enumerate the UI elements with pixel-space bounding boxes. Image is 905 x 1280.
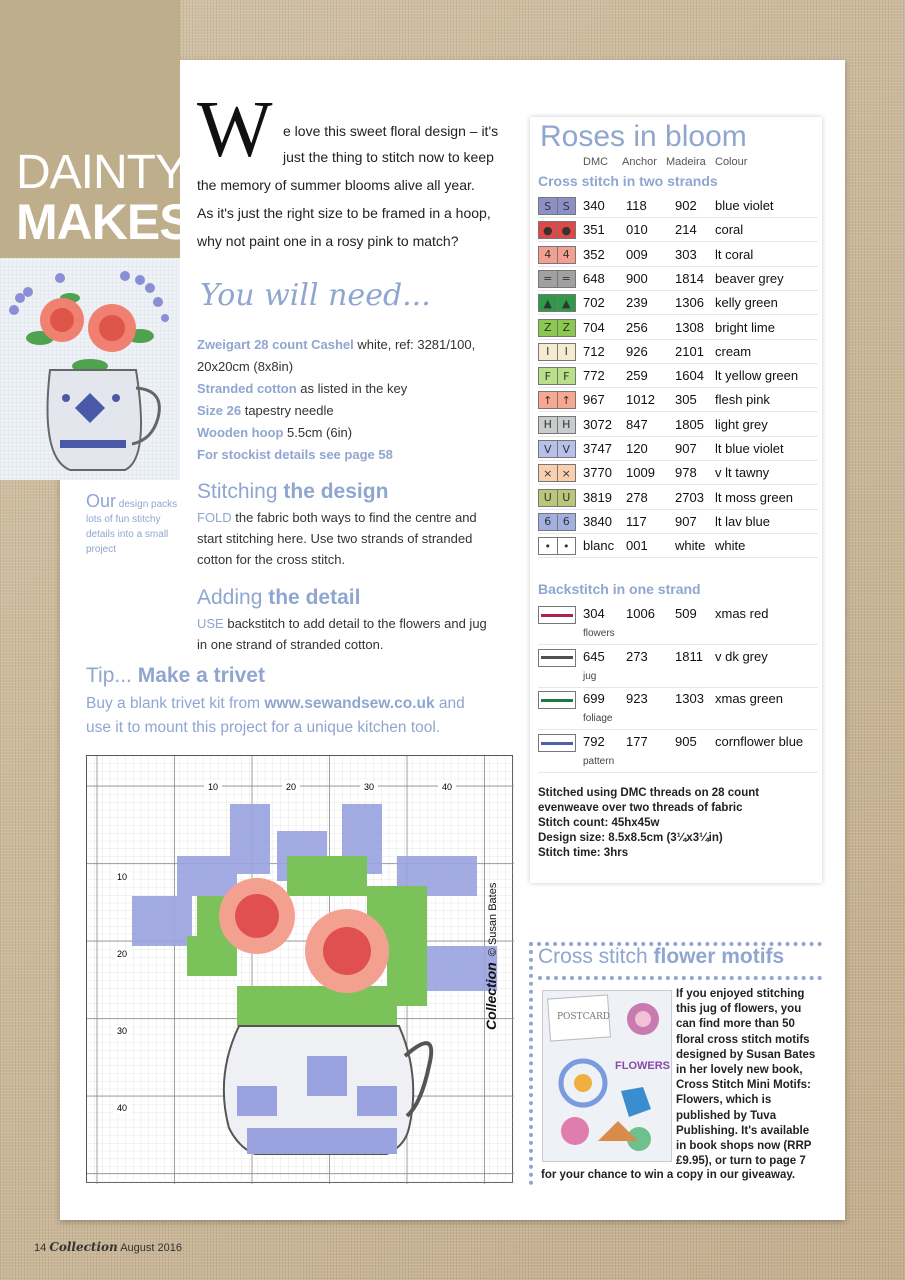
requirement-hoop: Wooden hoop 5.5cm (6in) bbox=[197, 425, 353, 440]
key-row bbox=[538, 340, 818, 364]
thread-symbol bbox=[538, 513, 576, 531]
book-postcard-text: POSTCARD bbox=[557, 1012, 610, 1022]
backstitch-row bbox=[538, 687, 818, 730]
madeira-number: 907 bbox=[675, 513, 697, 529]
colour-name: flesh pink bbox=[715, 392, 770, 408]
anchor-number: 1006 bbox=[626, 606, 655, 621]
tip-heading: Tip... Make a trivet bbox=[86, 664, 265, 687]
symbol-cell: = bbox=[539, 271, 557, 287]
intro-line-4: As it's just the right size to be framed in a hoop, bbox=[197, 205, 491, 221]
column-madeira: Madeira bbox=[666, 156, 706, 168]
motifs-divider bbox=[538, 976, 822, 980]
colour-name: lt yellow green bbox=[715, 368, 799, 384]
colour-name: xmas red bbox=[715, 606, 769, 621]
column-dmc: DMC bbox=[583, 156, 609, 168]
note-threads: Stitched using DMC threads on 28 count bbox=[538, 787, 760, 799]
colour-name: blue violet bbox=[715, 198, 774, 213]
madeira-number: 1303 bbox=[675, 691, 704, 707]
symbol-cell: ↑ bbox=[557, 392, 576, 408]
key-row bbox=[538, 534, 818, 558]
symbol-cell: U bbox=[557, 490, 576, 506]
thread-symbol bbox=[538, 440, 576, 458]
motifs-text: If you enjoyed stitching this jug of flowers, you can find more than 50 floral cross stitch motifs designed by Susan Bates in her lovely new book, Cross Stitch Mini Motifs: Flowers, which is published by Tuva Publishing. It's available in book shops now (RRP £9.95), or turn to page 7 bbox=[676, 988, 816, 1168]
madeira-number: 303 bbox=[675, 246, 697, 262]
madeira-number: 214 bbox=[675, 222, 697, 238]
colour-name: light grey bbox=[715, 416, 768, 432]
madeira-number: 2703 bbox=[675, 489, 704, 505]
note-stitch-count: Stitch count: 45hx45w bbox=[538, 817, 660, 829]
key-row bbox=[538, 243, 818, 267]
adding-text-1: USE backstitch to add detail to the flowers and jug bbox=[197, 616, 487, 631]
backstitch-swatch bbox=[538, 649, 576, 667]
chart-x-label: 30 bbox=[363, 782, 375, 792]
intro-line-5: why not paint one in a rosy pink to match? bbox=[197, 233, 459, 249]
backstitch-use: jug bbox=[583, 670, 597, 682]
anchor-number: 009 bbox=[626, 246, 648, 262]
key-row bbox=[538, 218, 818, 242]
colour-name: coral bbox=[715, 222, 744, 238]
anchor-number: 1012 bbox=[626, 392, 655, 408]
madeira-number: white bbox=[675, 538, 706, 554]
page-footer: 14 Collection August 2016 bbox=[34, 1240, 182, 1254]
key-title: Roses in bloom bbox=[540, 120, 747, 153]
symbol-cell: 4 bbox=[539, 247, 557, 263]
note-design-size: Design size: 8.5x8.5cm (3¼x3¼in) bbox=[538, 832, 723, 844]
symbol-cell: Z bbox=[539, 320, 557, 336]
thread-symbol bbox=[538, 343, 576, 361]
book-cover-image bbox=[542, 990, 672, 1162]
intro-line-1: e love this sweet floral design – it's bbox=[283, 123, 499, 139]
backstitch-swatch bbox=[538, 691, 576, 709]
madeira-number: 1814 bbox=[675, 270, 704, 286]
anchor-number: 256 bbox=[626, 319, 648, 335]
colour-name: xmas green bbox=[715, 691, 783, 707]
chart-x-label: 10 bbox=[207, 782, 219, 792]
dmc-number: blanc bbox=[583, 538, 615, 554]
requirement-fabric: Zweigart 28 count Cashel white, ref: 3281/100, bbox=[197, 337, 476, 352]
key-row bbox=[538, 194, 818, 218]
madeira-number: 907 bbox=[675, 441, 697, 456]
symbol-cell: S bbox=[557, 198, 576, 214]
column-colour: Colour bbox=[715, 156, 748, 168]
key-row bbox=[538, 437, 818, 461]
madeira-number: 1604 bbox=[675, 368, 704, 384]
dmc-number: 3770 bbox=[583, 465, 612, 481]
you-will-need-heading: You will need... bbox=[200, 278, 431, 313]
dmc-number: 712 bbox=[583, 343, 605, 359]
key-row bbox=[538, 364, 818, 388]
note-stitch-time: Stitch time: 3hrs bbox=[538, 847, 629, 859]
dmc-number: 967 bbox=[583, 392, 605, 408]
key-row bbox=[538, 291, 818, 315]
dmc-number: 702 bbox=[583, 295, 605, 311]
madeira-number: 1811 bbox=[675, 648, 703, 664]
dmc-number: 3072 bbox=[583, 416, 612, 432]
symbol-cell: 4 bbox=[557, 247, 576, 263]
dmc-number: 648 bbox=[583, 270, 605, 286]
colour-name: lt coral bbox=[715, 246, 754, 262]
symbol-cell: • bbox=[539, 538, 557, 554]
section-title-dainty: DAINTY bbox=[16, 146, 187, 199]
symbol-cell: V bbox=[539, 441, 557, 457]
dmc-number: 3840 bbox=[583, 513, 612, 529]
colour-name: lt lav blue bbox=[715, 513, 770, 529]
symbol-cell: × bbox=[557, 465, 576, 481]
tip-url[interactable]: www.sewandsew.co.uk bbox=[264, 695, 435, 712]
symbol-cell: 6 bbox=[557, 514, 576, 530]
requirement-fabric-size: 20x20cm (8x8in) bbox=[197, 359, 294, 374]
colour-name: v lt tawny bbox=[715, 465, 770, 481]
chart-y-label: 10 bbox=[116, 872, 128, 882]
thread-symbol bbox=[538, 246, 576, 264]
symbol-cell: 6 bbox=[539, 514, 557, 530]
thread-symbol bbox=[538, 391, 576, 409]
requirement-needle: Size 26 tapestry needle bbox=[197, 403, 334, 418]
key-row bbox=[538, 316, 818, 340]
symbol-cell: ● bbox=[557, 222, 576, 238]
anchor-number: 847 bbox=[626, 416, 648, 432]
anchor-number: 177 bbox=[626, 734, 648, 750]
symbol-cell: ↑ bbox=[539, 392, 557, 408]
symbol-cell: U bbox=[539, 490, 557, 506]
dmc-number: 3819 bbox=[583, 489, 612, 505]
dmc-number: 772 bbox=[583, 368, 605, 384]
symbol-cell: F bbox=[557, 368, 576, 384]
key-row bbox=[538, 510, 818, 534]
thread-symbol bbox=[538, 489, 576, 507]
madeira-number: 1805 bbox=[675, 416, 704, 432]
tip-body: Buy a blank trivet kit from www.sewandsew.co.uk and use it to mount this project for a unique kitchen tool. bbox=[86, 695, 465, 736]
thread-symbol bbox=[538, 367, 576, 385]
chart-y-label: 30 bbox=[116, 1026, 128, 1036]
anchor-number: 120 bbox=[626, 441, 648, 456]
cross-stitch-heading: Cross stitch in two strands bbox=[538, 173, 718, 189]
symbol-cell: × bbox=[539, 465, 557, 481]
symbol-cell: = bbox=[557, 271, 576, 287]
photo-caption: Our design packs lots of fun stitchy details into a small project bbox=[86, 491, 178, 555]
stitching-heading: Stitching the design bbox=[197, 480, 389, 503]
thread-symbol bbox=[538, 197, 576, 215]
stitched-jug-photo bbox=[0, 258, 180, 480]
adding-heading: Adding the detail bbox=[197, 586, 361, 609]
backstitch-use: pattern bbox=[583, 756, 615, 768]
anchor-number: 926 bbox=[626, 343, 648, 359]
column-anchor: Anchor bbox=[622, 156, 657, 168]
symbol-cell: ▲ bbox=[557, 295, 576, 311]
anchor-number: 001 bbox=[626, 538, 648, 554]
chart-x-label: 40 bbox=[441, 782, 453, 792]
anchor-number: 900 bbox=[626, 270, 648, 286]
thread-symbol bbox=[538, 319, 576, 337]
madeira-number: 509 bbox=[675, 606, 697, 621]
key-row bbox=[538, 388, 818, 412]
backstitch-use: foliage bbox=[583, 713, 613, 725]
dmc-number: 340 bbox=[583, 198, 605, 213]
cross-stitch-chart bbox=[86, 755, 513, 1183]
colour-name: lt blue violet bbox=[715, 441, 784, 456]
note-fabric: evenweave over two threads of fabric bbox=[538, 802, 743, 814]
madeira-number: 305 bbox=[675, 392, 697, 408]
anchor-number: 239 bbox=[626, 295, 648, 311]
anchor-number: 273 bbox=[626, 648, 648, 664]
madeira-number: 978 bbox=[675, 465, 697, 481]
madeira-number: 1306 bbox=[675, 295, 704, 311]
dmc-number: 304 bbox=[583, 606, 605, 621]
anchor-number: 259 bbox=[626, 368, 648, 384]
madeira-number: 905 bbox=[675, 734, 697, 750]
book-title-text: FLOWERS bbox=[615, 1060, 670, 1072]
anchor-number: 1009 bbox=[626, 465, 655, 481]
key-row bbox=[538, 486, 818, 510]
requirement-stockist: For stockist details see page 58 bbox=[197, 447, 393, 462]
symbol-cell: • bbox=[557, 538, 576, 554]
requirement-cotton: Stranded cotton as listed in the key bbox=[197, 381, 408, 396]
dmc-number: 3747 bbox=[583, 441, 612, 456]
symbol-cell: ● bbox=[539, 222, 557, 238]
dmc-number: 704 bbox=[583, 319, 605, 335]
symbol-cell: Z bbox=[557, 320, 576, 336]
colour-name: white bbox=[715, 538, 746, 554]
madeira-number: 2101 bbox=[675, 343, 704, 359]
anchor-number: 278 bbox=[626, 489, 648, 505]
symbol-cell: ▲ bbox=[539, 295, 557, 311]
colour-name: lt moss green bbox=[715, 489, 794, 505]
backstitch-swatch bbox=[538, 606, 576, 624]
backstitch-row bbox=[538, 602, 818, 645]
key-row bbox=[538, 267, 818, 291]
anchor-number: 010 bbox=[626, 222, 648, 238]
dmc-number: 352 bbox=[583, 246, 605, 262]
stitch-notes bbox=[538, 786, 818, 861]
adding-text-2: in one strand of stranded cotton. bbox=[197, 637, 384, 652]
backstitch-row bbox=[538, 645, 818, 688]
thread-symbol bbox=[538, 416, 576, 434]
anchor-number: 118 bbox=[626, 198, 647, 213]
backstitch-row bbox=[538, 730, 818, 773]
symbol-cell: F bbox=[539, 368, 557, 384]
colour-name: cornflower blue bbox=[715, 734, 804, 750]
chart-y-label: 20 bbox=[116, 949, 128, 959]
colour-name: bright lime bbox=[715, 319, 775, 335]
chart-x-label: 20 bbox=[285, 782, 297, 792]
thread-symbol bbox=[538, 464, 576, 482]
colour-name: cream bbox=[715, 343, 752, 359]
symbol-cell: I bbox=[557, 344, 576, 360]
anchor-number: 117 bbox=[626, 513, 647, 529]
key-row bbox=[538, 413, 818, 437]
key-row bbox=[538, 461, 818, 485]
section-title-makes: MAKES bbox=[16, 194, 192, 250]
backstitch-use: flowers bbox=[583, 628, 615, 639]
thread-symbol bbox=[538, 537, 576, 555]
chart-grid bbox=[87, 756, 514, 1184]
symbol-cell: H bbox=[557, 417, 576, 433]
anchor-number: 923 bbox=[626, 691, 648, 707]
intro-line-3: the memory of summer blooms alive all year. bbox=[197, 177, 475, 193]
stitching-text-3: cotton for the cross stitch. bbox=[197, 552, 346, 567]
dmc-number: 351 bbox=[583, 222, 605, 238]
symbol-cell: H bbox=[539, 417, 557, 433]
dmc-number: 792 bbox=[583, 734, 605, 750]
colour-name: beaver grey bbox=[715, 270, 784, 286]
motifs-heading: Cross stitch flower motifs bbox=[538, 945, 785, 968]
madeira-number: 1308 bbox=[675, 319, 704, 335]
symbol-cell: I bbox=[539, 344, 557, 360]
madeira-number: 902 bbox=[675, 198, 697, 213]
backstitch-heading: Backstitch in one strand bbox=[538, 581, 701, 597]
dmc-number: 699 bbox=[583, 691, 605, 707]
stitching-text-1: FOLD the fabric both ways to find the centre and bbox=[197, 510, 477, 525]
intro-line-2: just the thing to stitch now to keep bbox=[283, 149, 494, 165]
motifs-tail: for your chance to win a copy in our giveaway. bbox=[541, 1169, 796, 1181]
symbol-cell: V bbox=[557, 441, 576, 457]
thread-symbol bbox=[538, 294, 576, 312]
colour-name: kelly green bbox=[715, 295, 778, 311]
chart-credit: Collection © Susan Bates bbox=[483, 882, 499, 1030]
chart-y-label: 40 bbox=[116, 1103, 128, 1113]
backstitch-swatch bbox=[538, 734, 576, 752]
intro-drop-cap: W bbox=[197, 86, 273, 174]
stitching-text-2: start stitching here. Use two strands of stranded bbox=[197, 531, 473, 546]
dmc-number: 645 bbox=[583, 648, 605, 664]
thread-symbol bbox=[538, 221, 576, 239]
thread-symbol bbox=[538, 270, 576, 288]
colour-name: v dk grey bbox=[715, 648, 768, 664]
symbol-cell: S bbox=[539, 198, 557, 214]
